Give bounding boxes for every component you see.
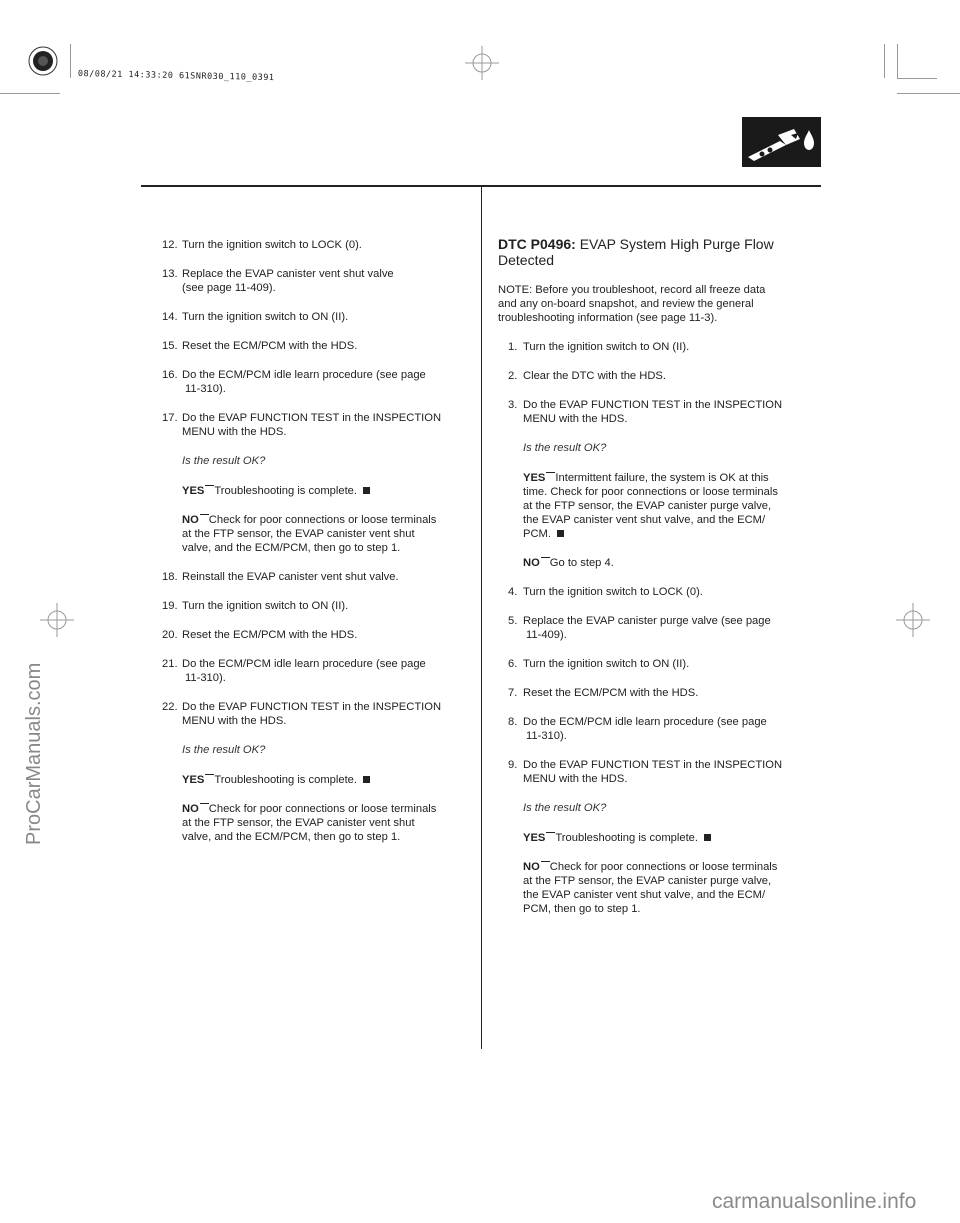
result-question: Is the result OK?: [523, 802, 607, 814]
step-text: Turn the ignition switch to ON (II).: [523, 341, 690, 353]
answer-dash: [200, 514, 209, 515]
crop-mark: [0, 93, 60, 94]
yes-text: at the FTP sensor, the EVAP canister purge valve,: [523, 500, 772, 512]
registration-mark: [28, 46, 58, 76]
no-label: NO: [182, 514, 199, 526]
step-text: Turn the ignition switch to ON (II).: [523, 658, 690, 670]
step-text: Do the ECM/PCM idle learn procedure (see page: [523, 716, 767, 728]
step-number: 16.: [162, 369, 178, 381]
answer-dash: [541, 557, 550, 558]
end-square-icon: [557, 530, 564, 537]
step-text: MENU with the HDS.: [182, 715, 287, 727]
yes-text: Troubleshooting is complete.: [555, 832, 699, 844]
step-number: 15.: [162, 340, 178, 352]
crop-mark: [897, 93, 960, 94]
step-text: Reset the ECM/PCM with the HDS.: [182, 340, 358, 352]
step-number: 4.: [508, 586, 518, 598]
step-text: Turn the ignition switch to ON (II).: [182, 600, 349, 612]
step-text: Do the EVAP FUNCTION TEST in the INSPECTION: [523, 399, 783, 411]
step-number: 20.: [162, 629, 178, 641]
step-text: Turn the ignition switch to ON (II).: [182, 311, 349, 323]
yes-text: Troubleshooting is complete.: [214, 485, 358, 497]
step-text: 11-409).: [526, 629, 567, 641]
crop-mark: [884, 44, 885, 78]
step-text: Do the EVAP FUNCTION TEST in the INSPECTION: [182, 412, 442, 424]
dtc-heading: [498, 236, 774, 252]
side-watermark: ProCarManuals.com: [23, 662, 45, 845]
step-number: 9.: [508, 759, 518, 771]
step-number: 6.: [508, 658, 518, 670]
step-number: 7.: [508, 687, 518, 699]
step-text: Turn the ignition switch to LOCK (0).: [182, 239, 362, 251]
step-number: 12.: [162, 239, 178, 251]
step-text: Reset the ECM/PCM with the HDS.: [523, 687, 699, 699]
no-answer: [523, 556, 614, 570]
yes-answer: [182, 484, 370, 498]
yes-text: Troubleshooting is complete.: [214, 774, 358, 786]
no-text: valve, and the ECM/PCM, then go to step 1.: [182, 831, 401, 843]
crop-mark: [70, 44, 71, 78]
yes-label: YES: [182, 774, 205, 786]
no-answer: [182, 802, 436, 816]
note-text: and any on-board snapshot, and review the general: [498, 298, 754, 310]
crop-mark: [897, 44, 898, 78]
yes-text: PCM.: [523, 528, 551, 540]
step-number: 14.: [162, 311, 178, 323]
no-label: NO: [523, 861, 540, 873]
yes-answer-end: [523, 527, 564, 541]
yes-text: the EVAP canister vent shut valve, and the ECM/: [523, 514, 766, 526]
crosshair-mark: [896, 603, 930, 637]
print-stamp: 08/08/21 14:33:20 61SNR030_110_0391: [77, 69, 275, 84]
answer-dash: [541, 861, 550, 862]
step-text: Replace the EVAP canister vent shut valve: [182, 268, 394, 280]
yes-label: YES: [182, 485, 205, 497]
step-text: Turn the ignition switch to LOCK (0).: [523, 586, 703, 598]
no-text: at the FTP sensor, the EVAP canister purge valve,: [523, 875, 772, 887]
no-text: the EVAP canister vent shut valve, and the ECM/: [523, 889, 766, 901]
step-text: MENU with the HDS.: [523, 413, 628, 425]
step-text: 11-310).: [526, 730, 567, 742]
yes-answer: [182, 773, 370, 787]
step-text: 11-310).: [185, 672, 226, 684]
dtc-title: EVAP System High Purge Flow: [579, 236, 774, 252]
no-text: Check for poor connections or loose terminals: [208, 803, 437, 815]
no-text: valve, and the ECM/PCM, then go to step 1.: [182, 542, 401, 554]
dtc-title-cont: Detected: [498, 252, 555, 268]
step-text: Do the ECM/PCM idle learn procedure (see page: [182, 369, 426, 381]
note-text: NOTE: Before you troubleshoot, record all freeze data: [498, 284, 766, 296]
step-text: MENU with the HDS.: [182, 426, 287, 438]
yes-answer: [523, 471, 769, 485]
note-text: troubleshooting information (see page 11-3).: [498, 312, 718, 324]
step-text: Clear the DTC with the HDS.: [523, 370, 666, 382]
step-number: 19.: [162, 600, 178, 612]
step-text: Replace the EVAP canister purge valve (see page: [523, 615, 771, 627]
answer-dash: [200, 803, 209, 804]
step-number: 17.: [162, 412, 178, 424]
no-text: PCM, then go to step 1.: [523, 903, 641, 915]
crop-mark: [897, 78, 937, 79]
step-text: MENU with the HDS.: [523, 773, 628, 785]
step-text: Do the EVAP FUNCTION TEST in the INSPECTION: [523, 759, 783, 771]
footer-watermark: carmanualsonline.info: [712, 1190, 917, 1213]
no-text: at the FTP sensor, the EVAP canister vent shut: [182, 817, 415, 829]
step-number: 21.: [162, 658, 178, 670]
step-text: Reset the ECM/PCM with the HDS.: [182, 629, 358, 641]
end-square-icon: [363, 776, 370, 783]
step-number: 1.: [508, 341, 518, 353]
result-question: Is the result OK?: [523, 442, 607, 454]
no-label: NO: [182, 803, 199, 815]
yes-label: YES: [523, 832, 546, 844]
step-number: 13.: [162, 268, 178, 280]
yes-text: time. Check for poor connections or loose terminals: [523, 486, 778, 498]
yes-label: YES: [523, 472, 546, 484]
no-answer: [523, 860, 777, 874]
end-square-icon: [363, 487, 370, 494]
step-text: Do the ECM/PCM idle learn procedure (see page: [182, 658, 426, 670]
step-number: 5.: [508, 615, 518, 627]
dtc-code: DTC P0496:: [498, 236, 576, 252]
yes-answer: [523, 831, 711, 845]
no-label: NO: [523, 557, 540, 569]
step-number: 8.: [508, 716, 518, 728]
yes-text: Intermittent failure, the system is OK at this: [555, 472, 769, 484]
no-text: Check for poor connections or loose terminals: [549, 861, 778, 873]
crosshair-mark: [40, 603, 74, 637]
step-number: 3.: [508, 399, 518, 411]
step-text: (see page 11-409).: [182, 282, 276, 294]
no-text: at the FTP sensor, the EVAP canister vent shut: [182, 528, 415, 540]
step-text: Do the EVAP FUNCTION TEST in the INSPECTION: [182, 701, 442, 713]
step-number: 18.: [162, 571, 178, 583]
step-text: Reinstall the EVAP canister vent shut valve.: [182, 571, 399, 583]
result-question: Is the result OK?: [182, 455, 266, 467]
fuel-nozzle-icon: [742, 117, 821, 167]
result-question: Is the result OK?: [182, 744, 266, 756]
step-text: 11-310).: [185, 383, 226, 395]
no-text: Check for poor connections or loose terminals: [208, 514, 437, 526]
no-text: Go to step 4.: [549, 557, 614, 569]
crosshair-mark: [465, 46, 499, 80]
end-square-icon: [704, 834, 711, 841]
column-divider: [481, 187, 482, 1049]
step-number: 2.: [508, 370, 518, 382]
no-answer: [182, 513, 436, 527]
step-number: 22.: [162, 701, 178, 713]
